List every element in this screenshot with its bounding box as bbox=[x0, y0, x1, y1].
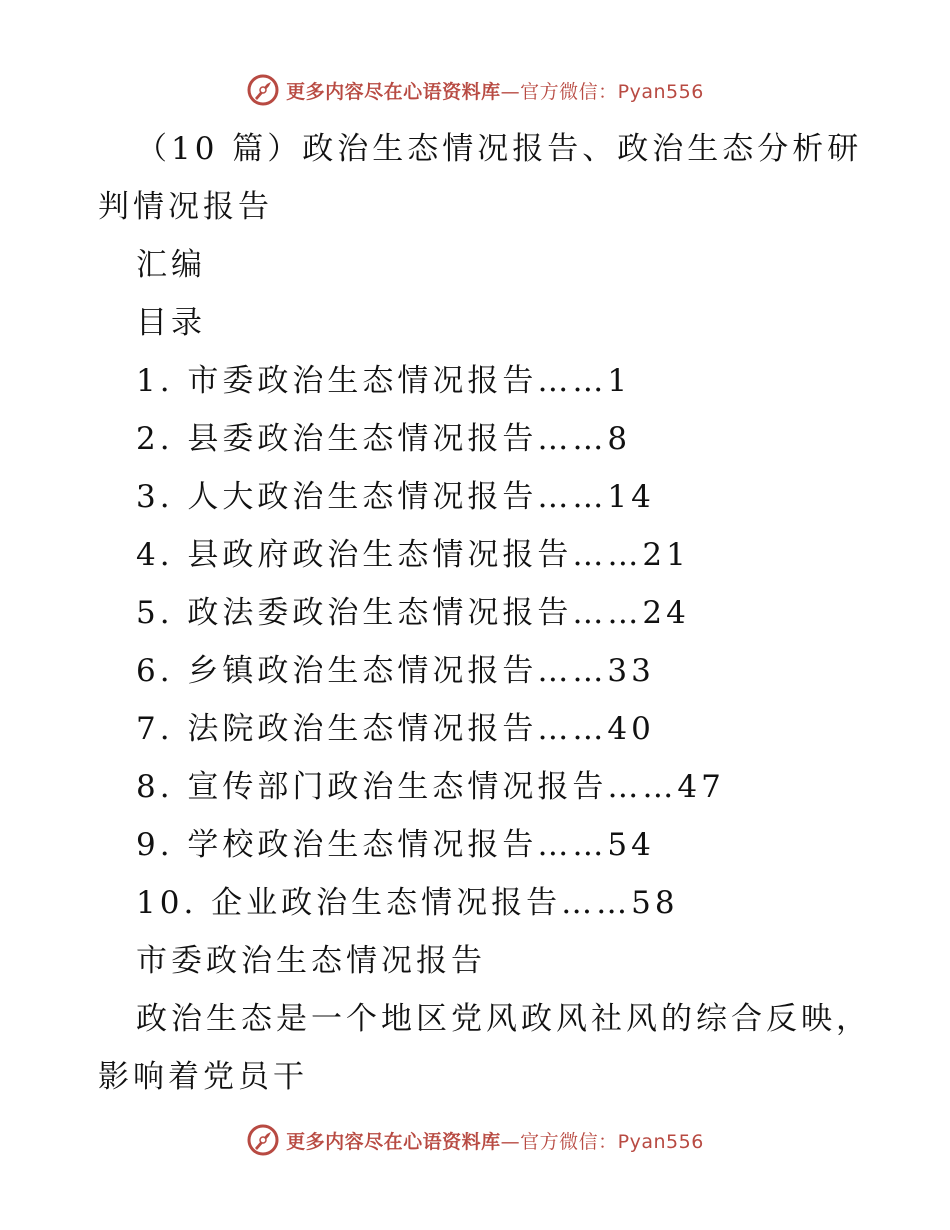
toc-item: 5. 政法委政治生态情况报告……24 bbox=[136, 595, 690, 631]
toc-item: 2. 县委政治生态情况报告……8 bbox=[136, 421, 632, 457]
toc-item: 3. 人大政治生态情况报告……14 bbox=[136, 479, 655, 515]
banner-separator: — bbox=[500, 80, 521, 103]
toc-item: 8. 宣传部门政治生态情况报告……47 bbox=[136, 769, 725, 805]
banner-contact: 官方微信：Pyan556 bbox=[520, 1130, 704, 1153]
header-banner bbox=[0, 70, 950, 110]
document-subtitle: 汇编 bbox=[136, 247, 206, 283]
banner-text bbox=[286, 1127, 704, 1154]
toc-item: 10. 企业政治生态情况报告……58 bbox=[136, 885, 679, 921]
banner-contact: 官方微信：Pyan556 bbox=[520, 80, 704, 103]
banner-brand: 更多内容尽在心语资料库 bbox=[286, 80, 501, 103]
banner-brand: 更多内容尽在心语资料库 bbox=[286, 1130, 501, 1153]
pen-logo-icon bbox=[246, 1123, 280, 1157]
banner-text bbox=[286, 77, 704, 104]
toc-heading: 目录 bbox=[136, 305, 206, 341]
paragraph-line-1: 政治生态是一个地区党风政风社风的综合反映， bbox=[136, 1001, 871, 1037]
document-body bbox=[98, 120, 871, 1106]
toc-item: 1. 市委政治生态情况报告……1 bbox=[136, 363, 632, 399]
pen-logo-icon bbox=[246, 73, 280, 107]
document-title-line-1: （10 篇）政治生态情况报告、政治生态分析研 bbox=[136, 131, 863, 167]
footer-banner bbox=[0, 1120, 950, 1160]
document-title-line-2: 判情况报告 bbox=[98, 189, 273, 225]
toc-item: 4. 县政府政治生态情况报告……21 bbox=[136, 537, 690, 573]
section-heading: 市委政治生态情况报告 bbox=[136, 943, 486, 979]
toc-item: 7. 法院政治生态情况报告……40 bbox=[136, 711, 655, 747]
banner-separator: — bbox=[500, 1130, 521, 1153]
toc-item: 6. 乡镇政治生态情况报告……33 bbox=[136, 653, 655, 689]
toc-item: 9. 学校政治生态情况报告……54 bbox=[136, 827, 655, 863]
table-of-contents bbox=[98, 352, 858, 932]
paragraph-line-2: 影响着党员干 bbox=[98, 1059, 308, 1095]
